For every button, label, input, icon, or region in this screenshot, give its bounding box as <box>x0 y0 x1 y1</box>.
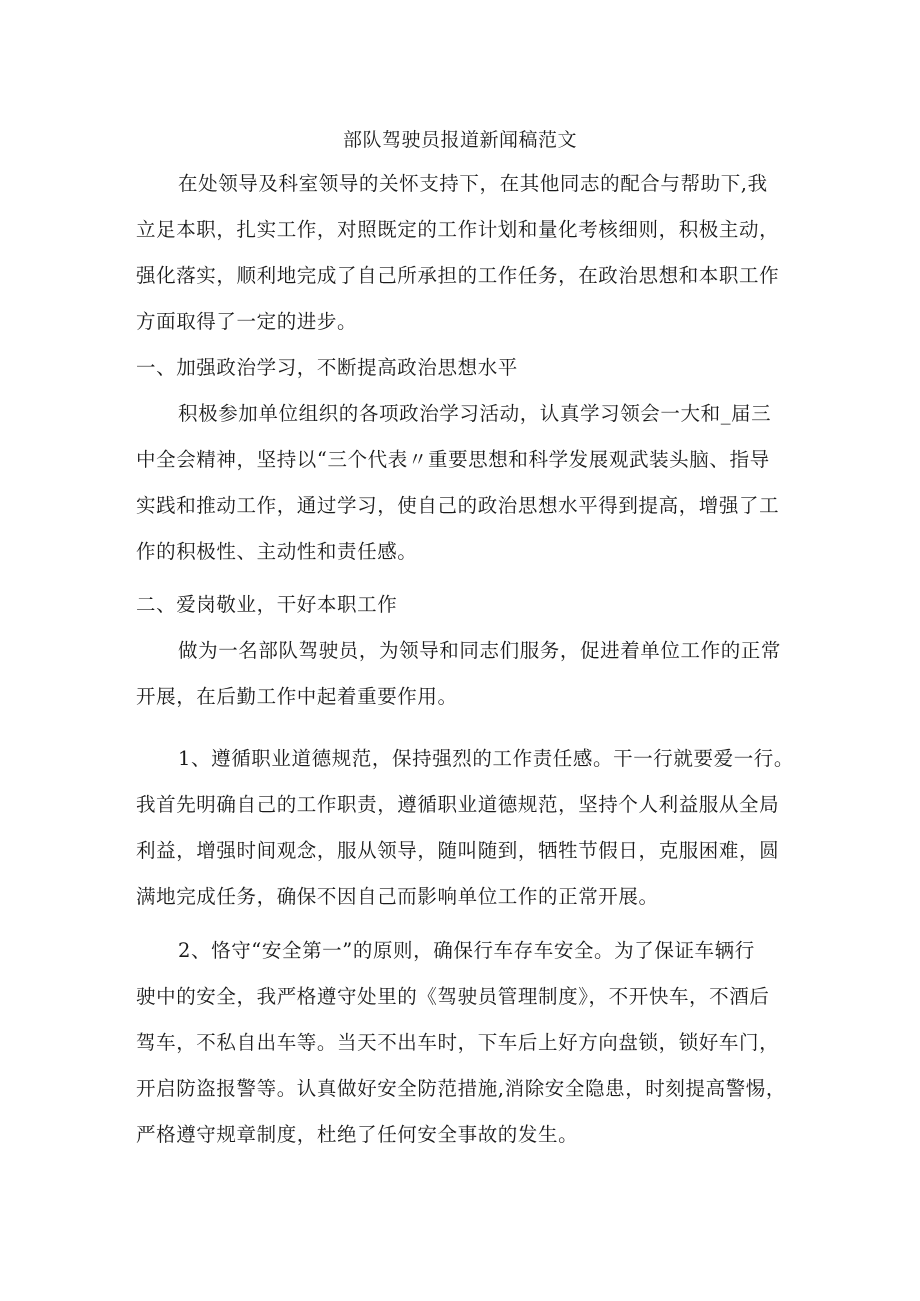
paragraph-safety-line-4: 开启防盗报警等。认真做好安全防范措施,消除安全隐患，时刻提高警惕， <box>136 1077 786 1100</box>
paragraph-safety-line-3: 驾车，不私自出车等。当天不出车时，下车后上好方向盘锁，锁好车门， <box>136 1031 780 1054</box>
paragraph-study-line-3: 实践和推动工作，通过学习，使自己的政治思想水平得到提高，增强了工 <box>136 494 780 517</box>
paragraph-ethics-line-4: 满地完成任务，确保不因自己而影响单位工作的正常开展。 <box>136 885 659 908</box>
paragraph-role-line-1: 做为一名部队驾驶员，为领导和同志们服务，促进着单位工作的正常 <box>178 639 782 662</box>
paragraph-study-line-1: 积极参加单位组织的各项政治学习活动，认真学习领会一大和_届三 <box>178 402 772 425</box>
paragraph-ethics-line-1: 1、遵循职业道德规范，保持强烈的工作责任感。干一行就要爱一行。 <box>178 747 795 770</box>
section-heading-2: 二、爱岗敬业，干好本职工作 <box>136 593 398 616</box>
paragraph-study-line-4: 作的积极性、主动性和责任感。 <box>136 540 418 563</box>
paragraph-intro-line-1: 在处领导及科室领导的关怀支持下，在其他同志的配合与帮助下,我 <box>178 172 768 195</box>
paragraph-ethics-line-2: 我首先明确自己的工作职责，遵循职业道德规范，坚持个人利益服从全局 <box>136 793 780 816</box>
paragraph-role-line-2: 开展，在后勤工作中起着重要作用。 <box>136 685 458 708</box>
paragraph-safety-line-2: 驶中的安全，我严格遵守处里的《驾驶员管理制度》，不开快车，不酒后 <box>136 985 770 1008</box>
paragraph-ethics-line-3: 利益，增强时间观念，服从领导，随叫随到，牺牲节假日，克服困难，圆 <box>136 839 780 862</box>
paragraph-intro-line-3: 强化落实，顺利地完成了自己所承担的工作任务，在政治思想和本职工作 <box>136 264 780 287</box>
paragraph-intro-line-2: 立足本职，扎实工作，对照既定的工作计划和量化考核细则，积极主动， <box>136 218 780 241</box>
paragraph-intro-line-4: 方面取得了一定的进步。 <box>136 310 358 333</box>
paragraph-study-line-2: 中全会精神，坚持以“三个代表〃重要思想和科学发展观武装头脑、指导 <box>136 448 770 471</box>
paragraph-safety-line-1: 2、恪守“安全第一”的原则，确保行车存车安全。为了保证车辆行 <box>178 939 755 962</box>
paragraph-safety-line-5: 严格遵守规章制度，杜绝了任何安全事故的发生。 <box>136 1123 579 1146</box>
section-heading-1: 一、加强政治学习，不断提高政治思想水平 <box>136 356 518 379</box>
document-title: 部队驾驶员报道新闻稿范文 <box>342 129 577 151</box>
